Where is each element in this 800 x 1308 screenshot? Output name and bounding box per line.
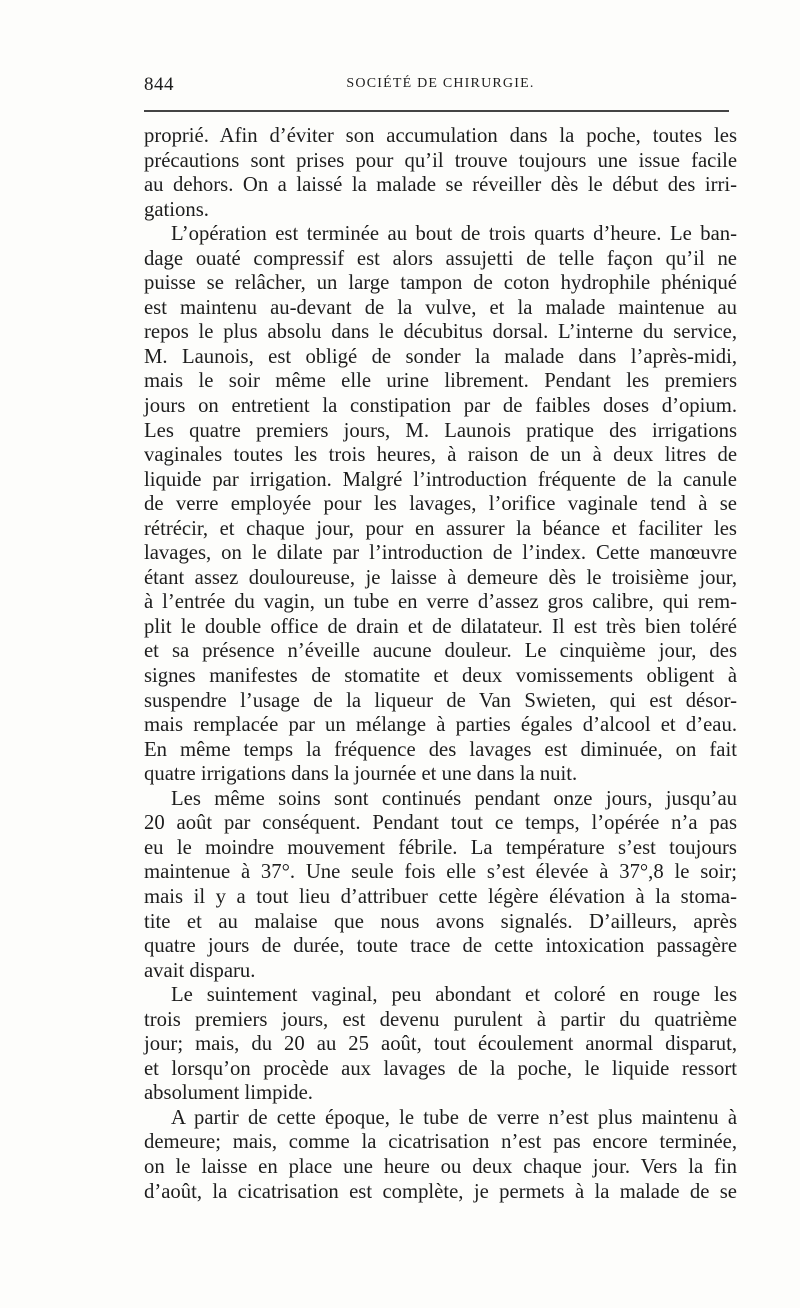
text-line: signes manifestes de stomatite et deux vomissements obligent à	[144, 665, 737, 688]
text-line: repos le plus absolu dans le décubitus dorsal. L’interne du service,	[144, 321, 737, 344]
text-line: vaginales toutes les trois heures, à raison de un à deux litres de	[144, 444, 737, 467]
text-line: est maintenu au-devant de la vulve, et la malade maintenue au	[144, 296, 737, 319]
text-line: Les quatre premiers jours, M. Launois pratique des irrigations	[144, 419, 737, 442]
text-line: à l’entrée du vagin, un tube en verre d’assez gros calibre, qui rem-	[144, 591, 737, 614]
text-line: au dehors. On a laissé la malade se réveiller dès le début des irri-	[144, 174, 737, 197]
text-line: dage ouaté compressif est alors assujetti de telle façon qu’il ne	[144, 247, 737, 270]
body-text	[144, 124, 737, 1204]
page-number: 844	[144, 74, 174, 95]
text-line: et sa présence n’éveille aucune douleur. Le cinquième jour, des	[144, 640, 737, 663]
text-line: on le laisse en place une heure ou deux chaque jour. Vers la fin	[144, 1155, 737, 1178]
text-line: quatre jours de durée, toute trace de cette intoxication passagère	[144, 935, 737, 958]
text-line: eu le moindre mouvement fébrile. La température s’est toujours	[144, 836, 737, 859]
running-title: SOCIÉTÉ DE CHIRURGIE.	[346, 76, 535, 91]
page-header	[144, 74, 737, 102]
text-line: absolument limpide.	[144, 1082, 313, 1105]
text-line: mais le soir même elle urine librement. Pendant les premiers	[144, 370, 737, 393]
text-line: A partir de cette époque, le tube de verre n’est plus maintenu à	[171, 1106, 737, 1129]
text-line: maintenue à 37°. Une seule fois elle s’est élevée à 37°,8 le soir;	[144, 861, 737, 884]
text-line: jours on entretient la constipation par de faibles doses d’opium.	[144, 395, 737, 418]
text-line: mais il y a tout lieu d’attribuer cette légère élévation à la stoma-	[144, 885, 737, 908]
text-line: puisse se relâcher, un large tampon de coton hydrophile phéniqué	[144, 272, 737, 295]
text-line: liquide par irrigation. Malgré l’introduction fréquente de la canule	[144, 468, 737, 491]
text-line: 20 août par conséquent. Pendant tout ce temps, l’opérée n’a pas	[144, 812, 737, 835]
text-line: rétrécir, et chaque jour, pour en assurer la béance et faciliter les	[144, 517, 737, 540]
text-line: demeure; mais, comme la cicatrisation n’est pas encore terminée,	[144, 1131, 737, 1154]
text-line: trois premiers jours, est devenu purulent à partir du quatrième	[144, 1008, 737, 1031]
text-line: précautions sont prises pour qu’il trouve toujours une issue facile	[144, 149, 737, 172]
text-line: quatre irrigations dans la journée et une dans la nuit.	[144, 763, 578, 786]
text-line: avait disparu.	[144, 959, 256, 982]
text-line: tite et au malaise que nous avons signalés. D’ailleurs, après	[144, 910, 737, 933]
text-line: mais remplacée par un mélange à parties égales d’alcool et d’eau.	[144, 714, 737, 737]
text-line: gations.	[144, 198, 209, 221]
header-rule	[144, 110, 729, 112]
text-line: proprié. Afin d’éviter son accumulation dans la poche, toutes les	[144, 125, 737, 147]
text-line: de verre employée pour les lavages, l’orifice vaginale tend à se	[144, 493, 737, 516]
text-line: étant assez douloureuse, je laisse à demeure dès le troisième jour,	[144, 566, 737, 589]
text-line: et lorsqu’on procède aux lavages de la poche, le liquide ressort	[144, 1057, 737, 1080]
text-line: d’août, la cicatrisation est complète, je permets à la malade de se	[144, 1180, 737, 1203]
text-line: jour; mais, du 20 au 25 août, tout écoulement anormal disparut,	[144, 1033, 737, 1056]
text-line: plit le double office de drain et de dilatateur. Il est très bien toléré	[144, 615, 737, 638]
text-line: L’opération est terminée au bout de trois quarts d’heure. Le ban-	[171, 223, 737, 246]
text-line: lavages, on le dilate par l’introduction de l’index. Cette manœuvre	[144, 542, 737, 565]
text-line: En même temps la fréquence des lavages est diminuée, on fait	[144, 738, 737, 761]
text-line: Les même soins sont continués pendant onze jours, jusqu’au	[171, 787, 737, 810]
text-line: suspendre l’usage de la liqueur de Van Swieten, qui est désor-	[144, 689, 737, 712]
text-line: Le suintement vaginal, peu abondant et coloré en rouge les	[171, 984, 737, 1007]
text-line: M. Launois, est obligé de sonder la malade dans l’après-midi,	[144, 345, 737, 368]
